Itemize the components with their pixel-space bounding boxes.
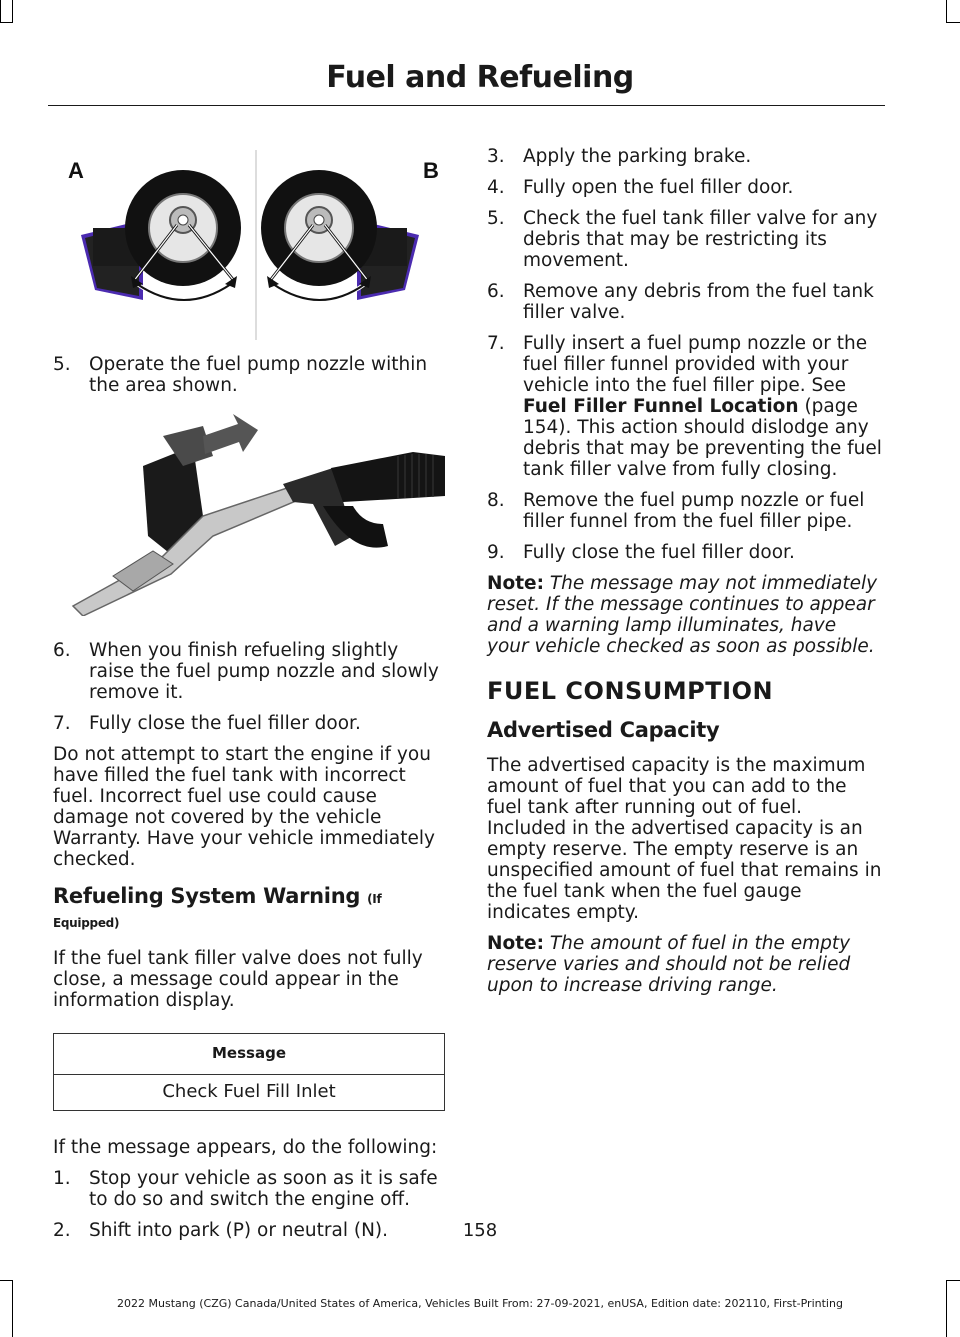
crop-mark (12, 0, 13, 22)
header-rule (48, 105, 885, 106)
list-item: 6. Remove any debris from the fuel tank filler valve. (487, 281, 874, 323)
figure-label-a: A (68, 158, 84, 183)
crop-mark (0, 22, 13, 23)
footer-text: 2022 Mustang (CZG) Canada/United States of America, Vehicles Built From: 27-09-2021, enUSA, Edition date: 202110, First-Printing (117, 1297, 843, 1310)
list-item: 2. Shift into park (P) or neutral (N). (53, 1220, 389, 1241)
fuel-nozzle-illustration (53, 406, 445, 616)
crop-mark (0, 0, 1, 22)
subsection-heading: Advertised Capacity (487, 718, 720, 742)
crop-mark (946, 22, 960, 23)
list-item: 3. Apply the parking brake. (487, 146, 752, 167)
filler-door-illustration (53, 140, 445, 340)
list-item: 6. When you finish refueling slightly raise the fuel pump nozzle and slowly remove it. (53, 640, 439, 703)
section-title: FUEL CONSUMPTION (487, 677, 774, 705)
list-item: 8. Remove the fuel pump nozzle or fuel filler funnel from the fuel filler pipe. (487, 490, 865, 532)
page-number: 158 (462, 1220, 498, 1241)
follow-paragraph: If the message appears, do the following: (53, 1137, 438, 1158)
list-item: 5. Operate the fuel pump nozzle within the area shown. (53, 354, 428, 396)
intro-paragraph: If the fuel tank filler valve does not fully close, a message could appear in the information display. (53, 948, 423, 1011)
panel-b-door-icon (261, 170, 419, 300)
message-table (53, 1033, 445, 1111)
cross-reference-link[interactable]: Fuel Filler Funnel Location (523, 396, 799, 417)
list-item: 7. Fully close the fuel filler door. (53, 713, 361, 734)
list-item: 9. Fully close the fuel filler door. (487, 542, 795, 563)
list-item: 5. Check the fuel tank filler valve for any debris that may be restricting its movement. (487, 208, 878, 271)
capacity-paragraph: The advertised capacity is the maximum amount of fuel that you can add to the fuel tank after running out of fuel. Included in the advertised capacity is an empty reserve. The empty reserve is an unspecified amount of fuel that remains in the fuel tank when the fuel gauge indicates empty. (487, 755, 882, 923)
list-item: 1. Stop your vehicle as soon as it is safe to do so and switch the engine off. (53, 1168, 438, 1210)
note: Note: The message may not immediately reset. If the message continues to appear and a warning lamp illuminates, have your vehicle checked as soon as possible. (487, 573, 878, 657)
table-row: Check Fuel Fill Inlet (162, 1081, 336, 1102)
list-item: 4. Fully open the fuel filler door. (487, 177, 794, 198)
page-title: Fuel and Refueling (326, 60, 634, 95)
list-item: 7. Fully insert a fuel pump nozzle or the fuel filler funnel provided with your vehicle into the fuel filler pipe. See Fuel Filler Funnel Location (page 154). This action should dislodge any debris that may be preventing the fuel tank filler valve from fully closing. (487, 333, 882, 480)
figure-label-b: B (423, 158, 439, 183)
section-heading: Refueling System Warning (If Equipped) (53, 884, 382, 930)
nozzle-figure (53, 406, 445, 616)
note: Note: The amount of fuel in the empty reserve varies and should not be relied upon to increase driving range. (487, 933, 851, 996)
crop-mark (0, 1280, 13, 1281)
crop-mark (946, 0, 947, 22)
warning-paragraph: Do not attempt to start the engine if you have filled the fuel tank with incorrect fuel. Incorrect fuel use could cause damage not covered by the vehicle Warranty. Have your vehicle immediately checked. (53, 744, 435, 870)
right-column (487, 146, 882, 1006)
panel-a-door-icon (81, 170, 241, 300)
left-column (53, 140, 448, 1251)
table-header: Message (54, 1034, 444, 1075)
crop-mark (946, 1280, 960, 1281)
filler-door-figure (53, 140, 445, 340)
